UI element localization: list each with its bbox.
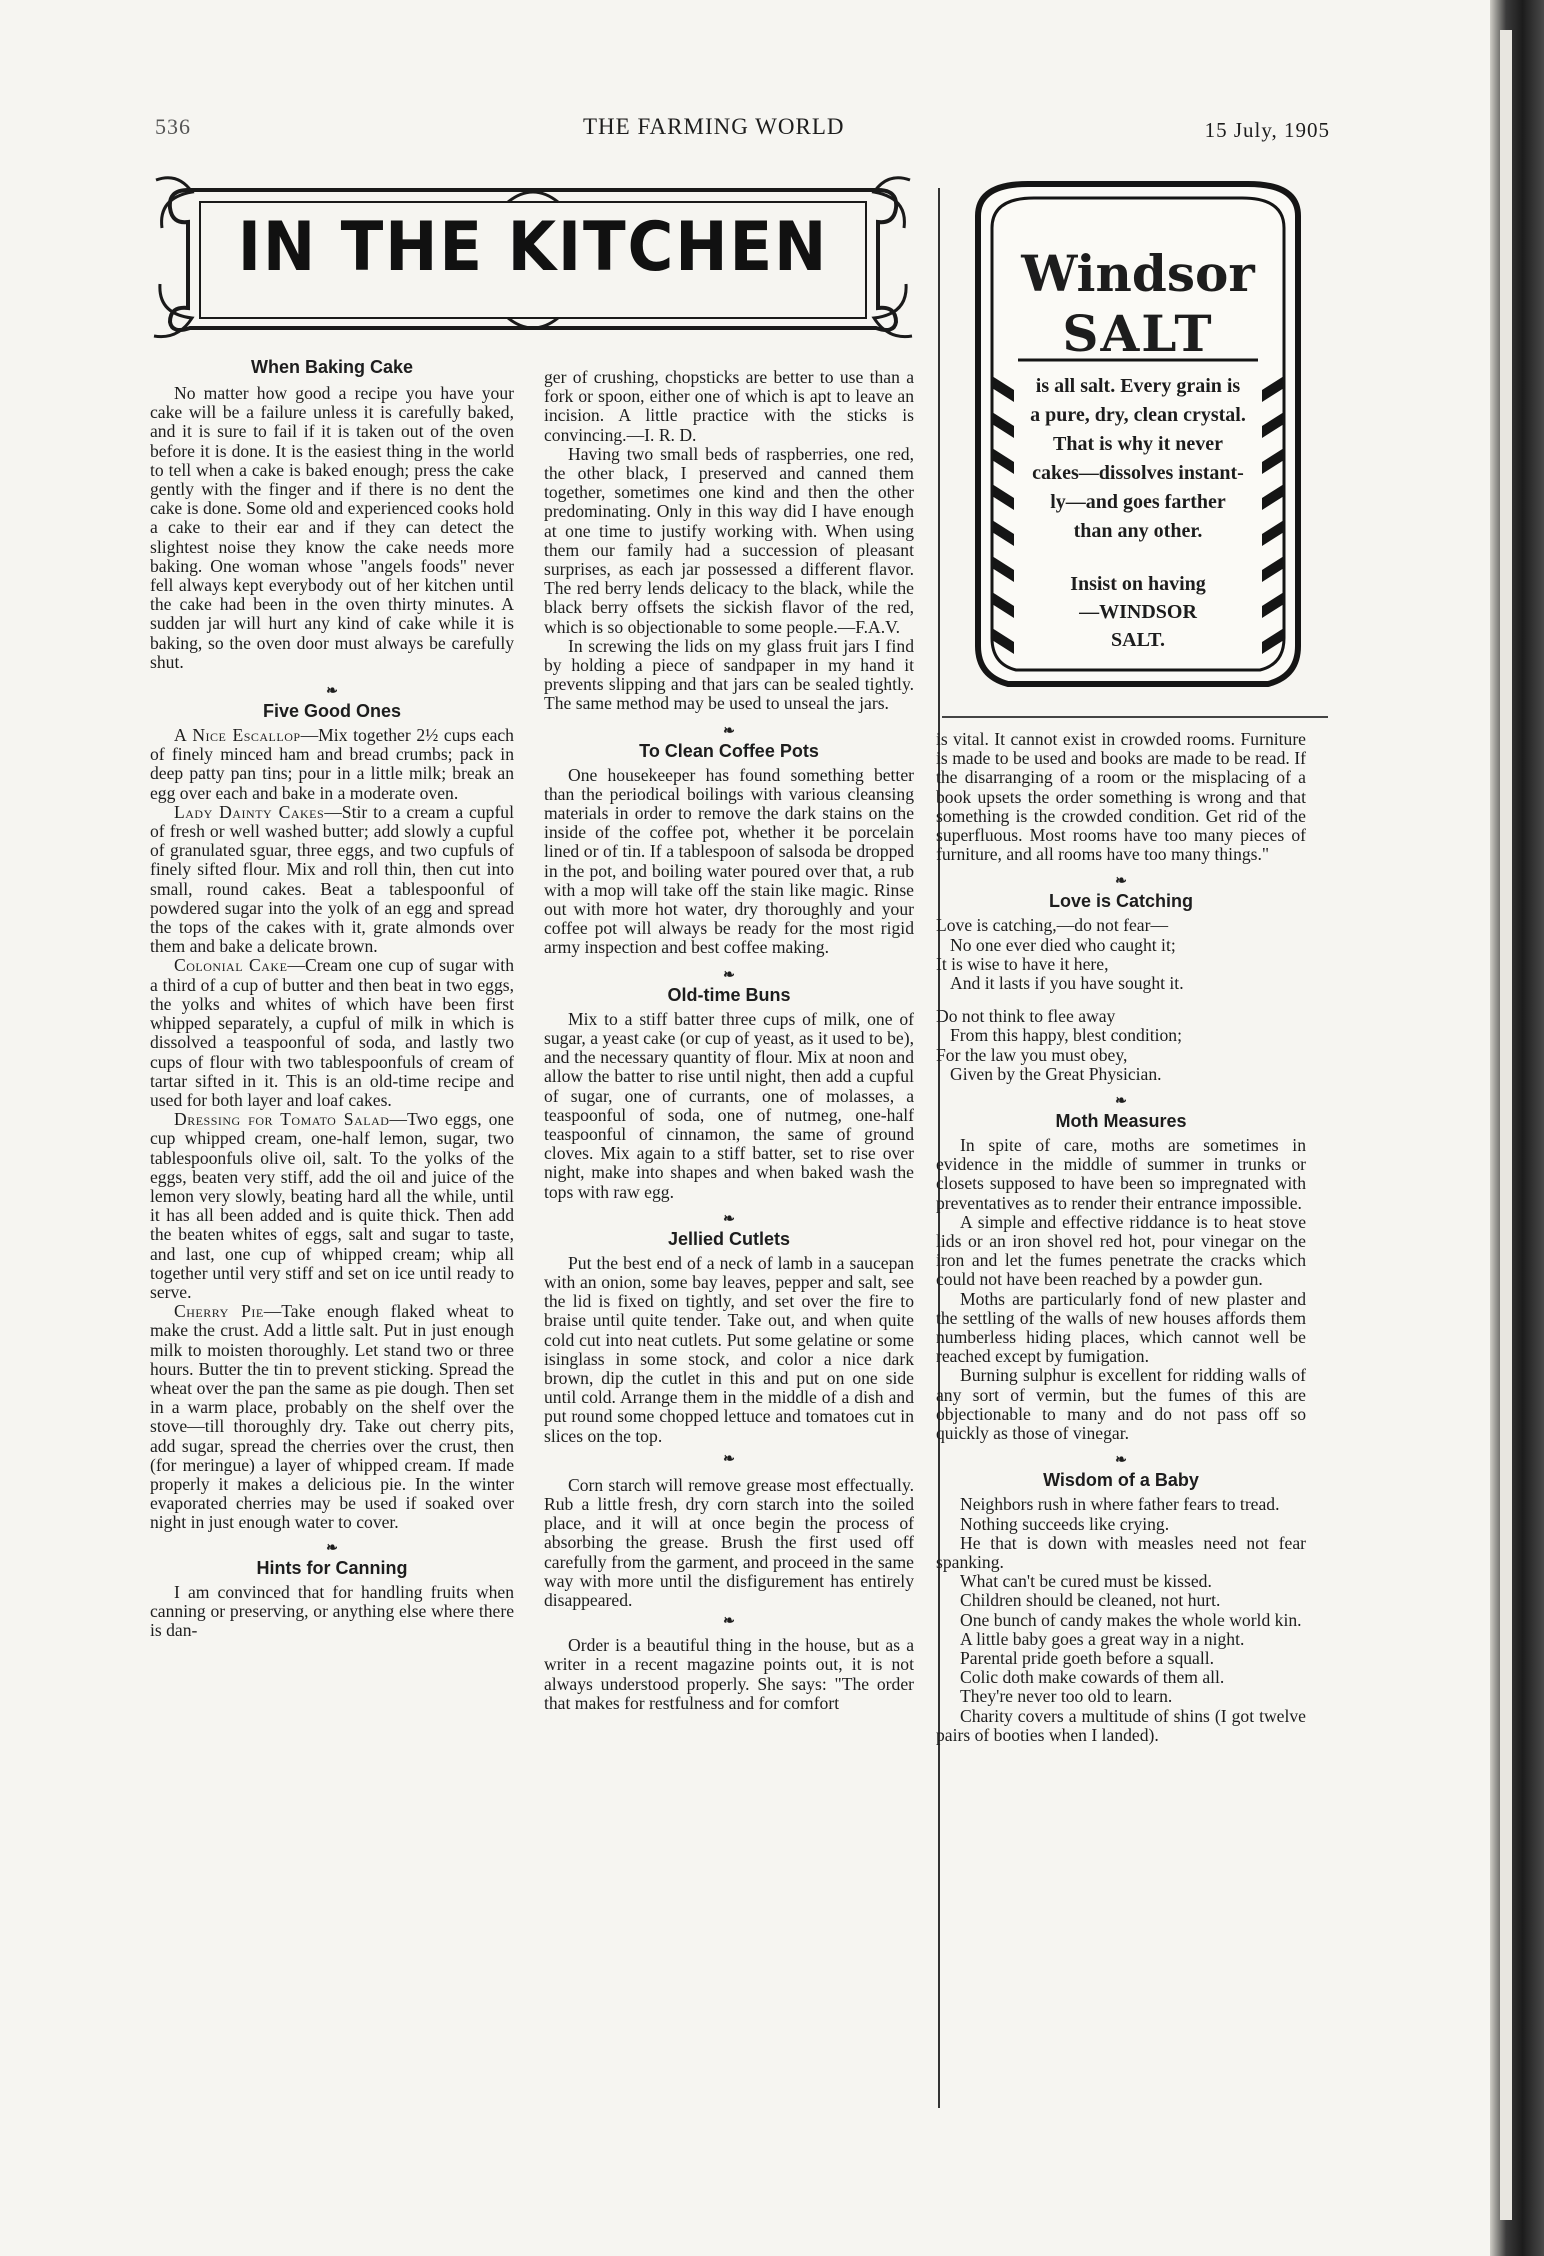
buns-text: Mix to a stiff batter three cups of milk, one of sugar, a yeast cake (or cup of yeast, as it used to be), and the necessary quantity of flour. Mix at noon and allow the batter to rise until night, then add a cupful of sugar, one of currants, one of molasses, a teaspoonful of soda, one of nutmeg, one-half teaspoonful of cinnamon, the same of ground cloves. Mix again to a stiff batter, set to rise over night, make into shapes and when baked wash the tops with raw egg.: [544, 1008, 914, 1202]
baking-cake-text: No matter how good a recipe you have your cake will be a failure unless it is carefully baked, and it is sure to fail if it is taken out of the oven before it is done. It is the easiest thing in the world to tell when a cake is baked enough; press the cake gently with the finger and if there is no dent the cake is done. Some old and experienced cooks hold a cake to their ear and if they can detect the slightest noise they know the cake needs more baking. One woman whose "angels foods" never fell always kept everybody out of her kitchen until the cake had been in the oven thirty minutes. A sudden jar will hurt any kind of cake while it is baking, so the oven door must always be carefully shut.: [150, 383, 514, 672]
page-number: 536: [155, 114, 191, 139]
saying-item: They're never too old to learn.: [960, 1686, 1173, 1707]
ornament-icon: ❧: [723, 723, 735, 739]
recipe-text: —Mix together 2½ cups each of finely minced ham and bread crumbs; pack in deep patty pan tins; pour in a little milk; break an egg over each and bake in a moderate oven.: [150, 725, 514, 803]
canning-text: I am convinced that for handling fruits when canning or preserving, or anything else where there is dan-: [150, 1581, 514, 1640]
recipe-text: —Take enough flaked wheat to make the crust. Add a little salt. Put in just enough milk to moisten thoroughly. Let stand two or three hours. Butter the tin to prevent sticking. Spread the wheat over the pan the same as pie dough. Then set in a warm place, probably on the shelf over the stove—till thoroughly dry. Take out cherry pits, add sugar, spread the cherries over the crust, then (for meringue) a layer of whipped cream. If made properly it makes a delicious pie. In the winter evaporated cherries may be used if soaked over night in just enough water to cover.: [150, 1301, 514, 1533]
poem-stanza-gap: [936, 993, 1306, 1007]
recipe-colonial-cake: [150, 956, 514, 1110]
page-header: [155, 108, 1330, 148]
ad-brand: Windsor: [1021, 244, 1255, 303]
saying-item: Neighbors rush in where father fears to tread.: [960, 1494, 1280, 1515]
saying-item: Nothing succeeds like crying.: [960, 1513, 1170, 1534]
recipe-name: A Nice Escallop: [174, 725, 301, 746]
poem-line: For the law you must obey,: [936, 1044, 1128, 1065]
poem-line: And it lasts if you have sought it.: [950, 973, 1184, 994]
ad-body-line: That is why it never: [1053, 433, 1223, 455]
recipe-text: —Two eggs, one cup whipped cream, one-half lemon, sugar, two tablespoonfuls olive oil, salt. To the yolks of the eggs, beaten very stiff, add the oil and juice of the lemon very slowly, beating hard all the while, until it has all been added and is quite thick. Then add the beaten whites of eggs, salt and sugar to taste, and last, one cup of whipped cream; whip all together until very stiff and set on ice until ready to serve.: [150, 1109, 514, 1302]
ornament-icon: ❧: [1115, 1453, 1127, 1469]
ad-body-line: is all salt. Every grain is: [1035, 375, 1241, 397]
poem-line: Given by the Great Physician.: [950, 1063, 1162, 1084]
recipe-escallop: [150, 726, 514, 803]
ad-cta-line: —WINDSOR: [1079, 601, 1197, 623]
poem-line: No one ever died who caught it;: [950, 934, 1176, 955]
recipe-name: Cherry Pie: [174, 1301, 264, 1322]
issue-date: 15 July, 1905: [1204, 118, 1330, 142]
moth-text: Burning sulphur is excellent for ridding walls of any sort of vermin, but the fumes of this are objectionable to many and do not pass off so quickly as those of vinegar.: [936, 1365, 1306, 1444]
column-2: [544, 368, 914, 1713]
recipe-lady-dainty-cakes: [150, 803, 514, 957]
poem-line: From this happy, blest condition;: [950, 1025, 1182, 1046]
heading-five-good-ones: Five Good Ones: [262, 701, 402, 722]
recipe-text: —Stir to a cream a cupful of fresh or well washed butter; add slowly a cupful of granulated sguar, three eggs, and two cupfuls of finely sifted flour. Mix and roll thin, then cut into small, round cakes. Beat a tablespoonful of powdered sugar into the yolk of an egg and spread the tops of the cakes with it, grate almonds over them and bake a delicate brown.: [150, 801, 514, 957]
heading-wisdom-baby: Wisdom of a Baby: [1043, 1470, 1199, 1491]
ornament-icon: ❧: [326, 1540, 338, 1556]
canning-continued: ger of crushing, chopsticks are better to use than a fork or spoon, either one of which is apt to leave an incision. A little practice with the sticks is convincing.—I. R. D.: [544, 367, 914, 445]
ornament-icon: ❧: [723, 967, 735, 983]
saying-item: Parental pride goeth before a squall.: [960, 1647, 1215, 1668]
saying-item: What can't be cured must be kissed.: [960, 1571, 1212, 1592]
heading-love-catching: Love is Catching: [1048, 891, 1194, 912]
coffee-pots-text: One housekeeper has found something better than the periodical boilings with various cleansing materials in order to remove the dark stains on the inside of the coffee pot, whether it be porcelain lined or of tin. If a tablespoon of salsoda be dropped in the pot, and boiling water poured over that, a rub with a mop will take off the stain like magic. Rinse out with more hot water, dry thoroughly and your coffee pot will always be ready for the most rigid army inspection and best coffee making.: [544, 764, 914, 958]
moth-text: Moths are particularly fond of new plaster and the settling of the walls of new houses affords them numberless hiding places, which cannot well be reached except by fumigation.: [936, 1288, 1306, 1367]
ad-cta-line: SALT.: [1111, 629, 1165, 651]
order-continued: is vital. It cannot exist in crowded rooms. Furniture is made to be used and books are made to be read. If the disarranging of a room or the misplacing of a book upsets the order something is wrong and that something is the crowded condition. Get rid of the superfluous. Most rooms have too many pieces of furniture, and all rooms have too many things.": [936, 729, 1306, 865]
recipe-cherry-pie: [150, 1302, 514, 1532]
poem-line: Love is catching,—do not fear—: [936, 915, 1169, 936]
scan-binding-edge: [1490, 0, 1544, 2256]
cutlets-text: Put the best end of a neck of lamb in a saucepan with an onion, some bay leaves, pepper and salt, see the lid is fixed on tightly, and set over the fire to braise until quite tender. Take out, and when quite cold cut into neat cutlets. Put some gelatine or some isinglass in some stock, and color a nice dark brown, dip the cutlet in this and put on one side until cold. Arrange them in the middle of a dish and put round some chopped lettuce and tomatoes cut in slices on the top.: [544, 1252, 914, 1446]
saying-item: One bunch of candy makes the whole world kin.: [960, 1609, 1302, 1630]
ornament-icon: ❧: [326, 684, 338, 700]
column-3: [936, 730, 1306, 1745]
ornament-icon: ❧: [723, 1451, 735, 1467]
moth-text: A simple and effective riddance is to heat stove lids or an iron shovel red hot, pour vinegar on the iron and let the fumes penetrate the cracks which could not have been reached by a powder gun.: [936, 1211, 1306, 1290]
saying-item: Colic doth make cowards of them all.: [960, 1667, 1225, 1688]
ad-cta-line: Insist on having: [1070, 573, 1206, 595]
poem-line: It is wise to have it here,: [936, 953, 1109, 974]
ad-call-to-action: [1018, 570, 1258, 654]
raspberries-text: Having two small beds of raspberries, one red, the other black, I preserved and canned them together, sometimes one kind and then the other predominating. Only in this way did I have enough at one time to justify working with. When using them our family had a succession of pleasant surprises, as each jar possessed a different flavor. The red berry lends delicacy to the black, while the black berry offsets the sickish flavor of the red, which is so objectionable to some people.—F.A.V.: [544, 443, 914, 637]
ad-body-line: than any other.: [1073, 520, 1203, 542]
heading-jellied-cutlets: Jellied Cutlets: [667, 1228, 791, 1249]
section-banner: [148, 168, 918, 340]
ornament-icon: ❧: [1115, 874, 1127, 890]
ad-divider: [942, 716, 1328, 718]
windsor-salt-ad: [948, 176, 1328, 704]
recipe-name: Lady Dainty Cakes: [174, 801, 325, 822]
recipe-name: Colonial Cake: [174, 955, 288, 976]
heading-baking-cake: When Baking Cake: [250, 357, 414, 377]
fruit-jars-text: In screwing the lids on my glass fruit jars I find by holding a piece of sandpaper in my hand it prevents slipping and that jars can be sealed tightly. The same method may be used to unseal the jars.: [544, 635, 914, 714]
ornament-icon: ❧: [1115, 1094, 1127, 1110]
heading-old-time-buns: Old-time Buns: [667, 984, 791, 1005]
scan-page-edge: [1500, 30, 1512, 2220]
ornament-icon: ❧: [723, 1211, 735, 1227]
ornament-icon: ❧: [723, 1614, 735, 1630]
recipe-text: —Cream one cup of sugar with a third of a cup of butter and then beat in two eggs, the yolks and whites of which have been first whipped separately, a cupful of milk in which is dissolved a teaspoonful of soda, and lastly two cups of flour with two tablespoonfuls of cream of tartar sifted in it. This is an old-time recipe and used for both layer and loaf cakes.: [150, 955, 514, 1110]
saying-item: He that is down with measles need not fear spanking.: [936, 1532, 1306, 1572]
poem-line: Do not think to flee away: [936, 1006, 1116, 1027]
ad-body-line: a pure, dry, clean crystal.: [1030, 404, 1246, 426]
ad-body-text: [1018, 372, 1258, 546]
ad-body-line: cakes—dissolves instant-: [1032, 462, 1244, 484]
column-1: [150, 356, 514, 1640]
saying-item: Charity covers a multitude of shins (I got twelve pairs of booties when I landed).: [936, 1705, 1306, 1745]
heading-moth-measures: Moth Measures: [1055, 1111, 1187, 1132]
heading-hints-canning: Hints for Canning: [256, 1557, 408, 1578]
ad-body-line: ly—and goes farther: [1050, 491, 1226, 513]
recipe-tomato-salad-dressing: [150, 1110, 514, 1302]
ad-product: SALT: [1062, 304, 1214, 363]
recipe-name: Dressing for Tomato Salad: [174, 1109, 390, 1130]
sayings-list: [936, 1495, 1306, 1745]
moth-text: In spite of care, moths are sometimes in evidence in the middle of summer in trunks or closets supposed to have been so impregnated with preventatives as to render their entrance impossible.: [936, 1135, 1306, 1213]
heading-coffee-pots: To Clean Coffee Pots: [639, 740, 819, 761]
publication-title: THE FARMING WORLD: [583, 114, 845, 139]
banner-title: IN THE KITCHEN: [237, 208, 829, 287]
order-text: Order is a beautiful thing in the house, but as a writer in a recent magazine points out, it is not always understood properly. She says: "The order that makes for restfulness and for comfort: [544, 1635, 914, 1713]
saying-item: A little baby goes a great way in a night.: [960, 1628, 1245, 1649]
saying-item: Children should be cleaned, not hurt.: [960, 1590, 1221, 1611]
corn-starch-text: Corn starch will remove grease most effectually. Rub a little fresh, dry corn starch into the soiled place, and it will at once begin the process of absorbing the grease. Brush the first used off carefully from the garment, and proceed in the same way with more until the disfigurement has entirely disappeared.: [544, 1474, 914, 1610]
poem: [936, 916, 1306, 1084]
